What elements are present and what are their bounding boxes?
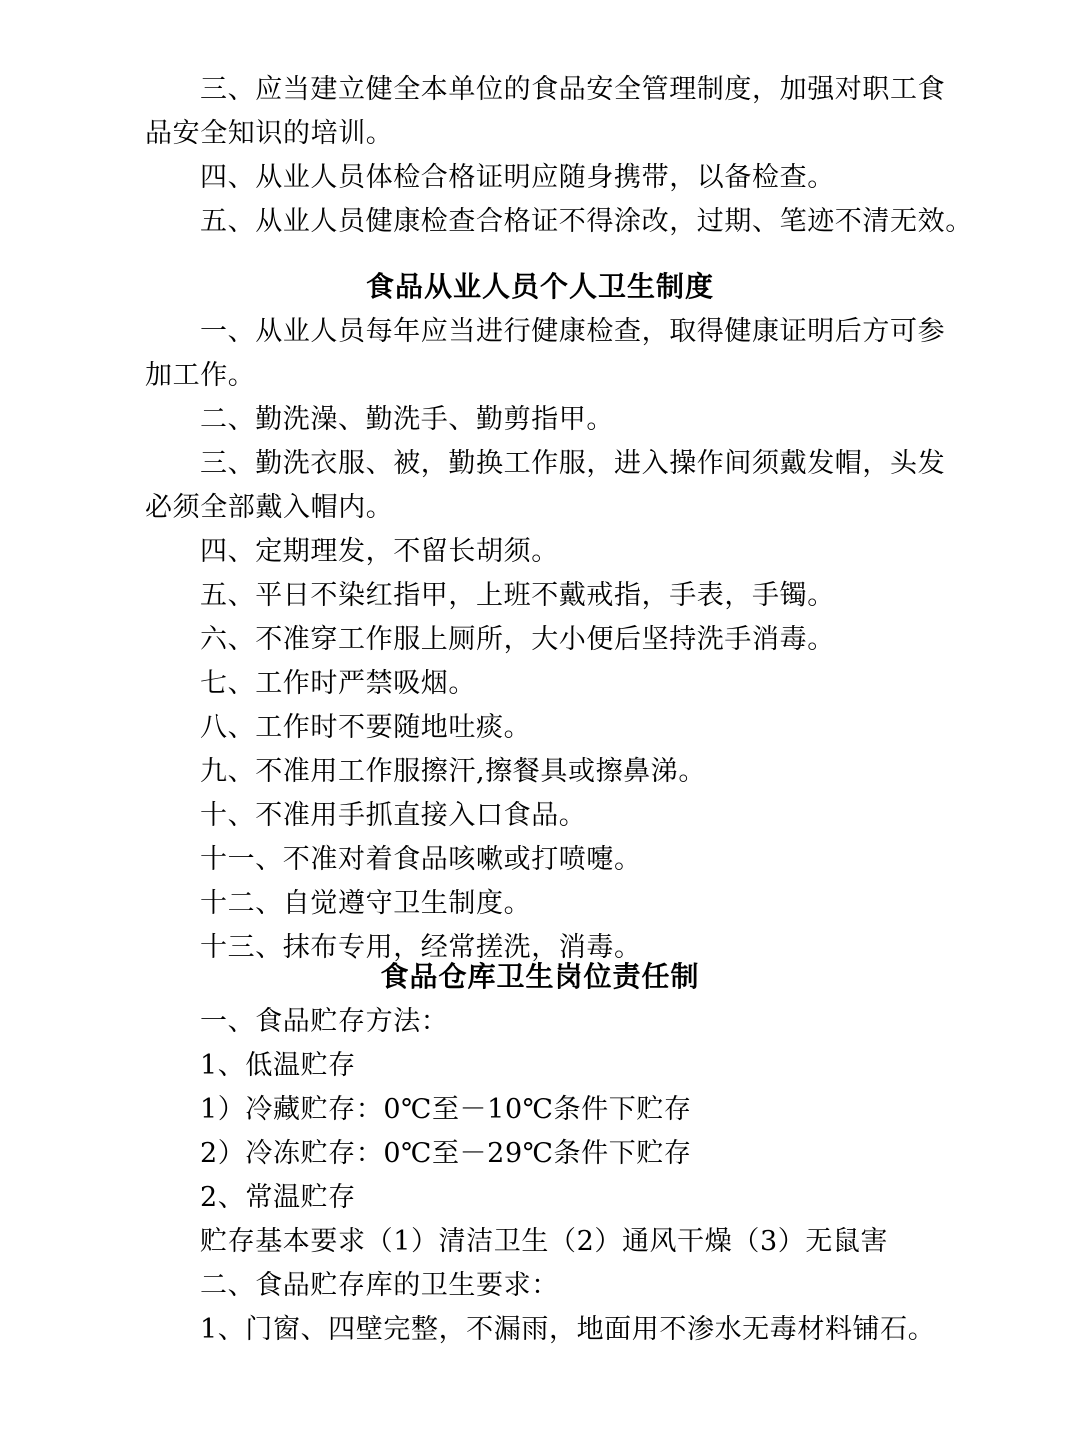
hygiene-item-3-line-1: 三、勤洗衣服、被，勤换工作服，进入操作间须戴发帽，头发 [200,448,946,479]
hygiene-item-9: 九、不准用工作服擦汗,擦餐具或擦鼻涕。 [200,756,706,787]
section-title-warehouse-hygiene: 食品仓库卫生岗位责任制 [380,960,700,993]
paragraph-4: 四、从业人员体检合格证明应随身携带，以备检查。 [200,162,835,193]
hygiene-item-12: 十二、自觉遵守卫生制度。 [200,888,532,919]
hygiene-item-6: 六、不准穿工作服上厕所，大小便后坚持洗手消毒。 [200,624,835,655]
warehouse-item-low-temp: 1、低温贮存 [200,1050,356,1081]
warehouse-item-refrigerated: 1）冷藏贮存：0℃至－10℃条件下贮存 [200,1094,692,1125]
warehouse-item-doors-windows: 1、门窗、四壁完整，不漏雨，地面用不渗水无毒材料铺石。 [200,1314,936,1345]
hygiene-item-13: 十三、抹布专用，经常搓洗，消毒。 [200,932,642,963]
section-title-personal-hygiene: 食品从业人员个人卫生制度 [365,270,714,303]
hygiene-item-7: 七、工作时严禁吸烟。 [200,668,476,699]
hygiene-item-3-line-2: 必须全部戴入帽内。 [145,492,394,523]
warehouse-item-room-temp: 2、常温贮存 [200,1182,356,1213]
hygiene-item-11: 十一、不准对着食品咳嗽或打喷嚏。 [200,844,642,875]
warehouse-item-storeroom-requirements: 二、食品贮存库的卫生要求： [200,1270,559,1301]
warehouse-item-basic-requirements: 贮存基本要求（1）清洁卫生（2）通风干燥（3）无鼠害 [200,1226,889,1257]
paragraph-3-line-2: 品安全知识的培训。 [145,118,394,149]
warehouse-item-storage-methods: 一、食品贮存方法： [200,1006,449,1037]
hygiene-item-10: 十、不准用手抓直接入口食品。 [200,800,587,831]
paragraph-5: 五、从业人员健康检查合格证不得涂改，过期、笔迹不清无效。 [200,206,973,237]
hygiene-item-1-line-2: 加工作。 [145,360,256,391]
paragraph-3-line-1: 三、应当建立健全本单位的食品安全管理制度，加强对职工食 [200,74,946,105]
hygiene-item-4: 四、定期理发，不留长胡须。 [200,536,559,567]
warehouse-item-frozen: 2）冷冻贮存：0℃至－29℃条件下贮存 [200,1138,692,1169]
hygiene-item-1-line-1: 一、从业人员每年应当进行健康检查，取得健康证明后方可参 [200,316,946,347]
hygiene-item-2: 二、勤洗澡、勤洗手、勤剪指甲。 [200,404,614,435]
hygiene-item-8: 八、工作时不要随地吐痰。 [200,712,532,743]
hygiene-item-5: 五、平日不染红指甲，上班不戴戒指，手表，手镯。 [200,580,835,611]
